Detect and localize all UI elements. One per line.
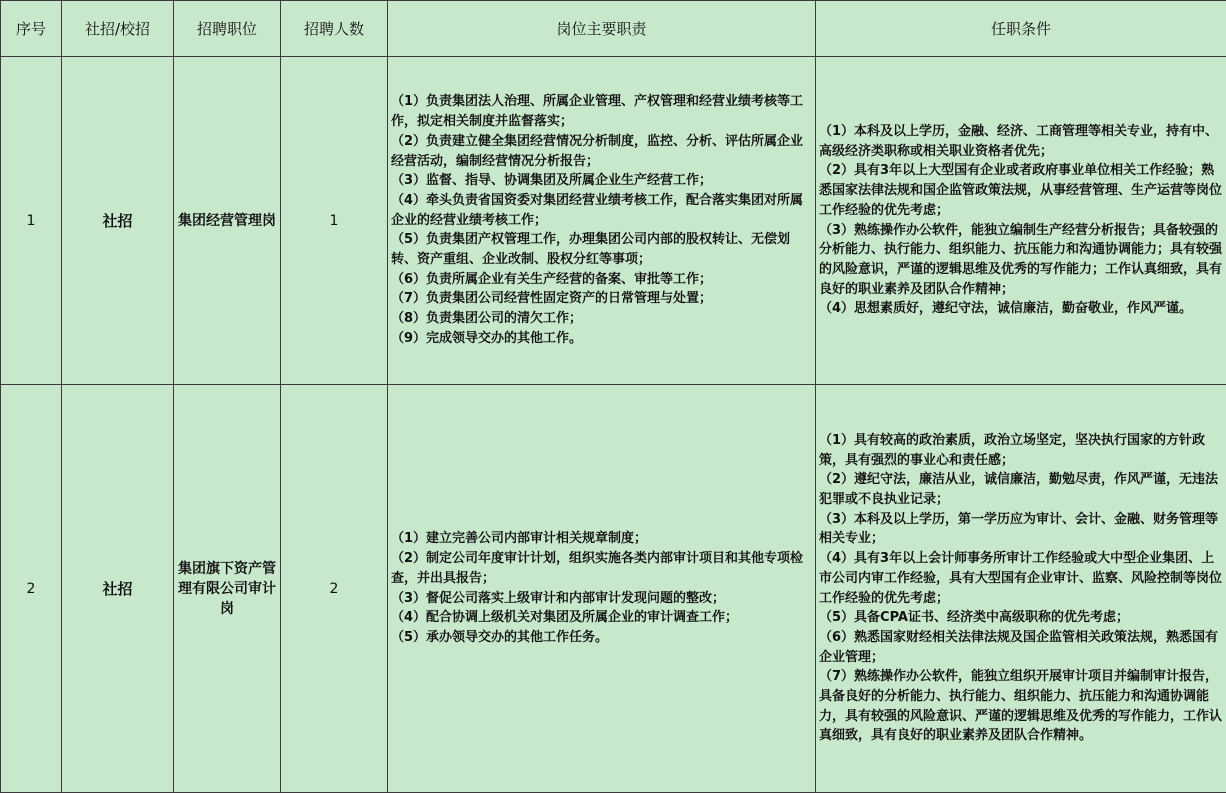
row-type: 社招 xyxy=(62,385,174,793)
duty-item: （1）负责集团法人治理、所属企业管理、产权管理和经营业绩考核等工作，拟定相关制度并监督落实； xyxy=(391,94,804,130)
duty-item: （8）负责集团公司的清欠工作； xyxy=(391,311,583,327)
requirement-item: （4）具有3年以上会计师事务所审计工作经验或大中型企业集团、上市公司内审工作经验，具有大型国有企业审计、监察、风险控制等岗位工作经验的优先考虑； xyxy=(819,551,1223,606)
duty-item: （3）督促公司落实上级审计和内部审计发现问题的整改； xyxy=(391,590,726,606)
row-type: 社招 xyxy=(62,57,174,385)
requirement-item: （3）本科及以上学历，第一学历应为审计、会计、金融、财务管理等相关专业； xyxy=(819,511,1219,547)
row-requirements xyxy=(816,385,1226,793)
duty-item: （4）牵头负责省国资委对集团经营业绩考核工作，配合落实集团对所属企业的经营业绩考核工作； xyxy=(391,192,804,228)
row-index: 1 xyxy=(1,57,62,385)
requirement-item: （3）熟练操作办公软件，能独立编制生产经营分析报告；具备较强的分析能力、执行能力、组织能力、抗压能力和沟通协调能力；具有较强的风险意识，严谨的逻辑思维及优秀的写作能力；工作认真细致，具有良好的职业素养及团队合作精神； xyxy=(819,222,1223,297)
duty-item: （1）建立完善公司内部审计相关规章制度； xyxy=(391,531,648,547)
requirement-item: （6）熟悉国家财经相关法律法规及国企监管相关政策法规，熟悉国有企业管理； xyxy=(819,629,1219,665)
requirement-item: （5）具备CPA证书、经济类中高级职称的优先考虑； xyxy=(819,610,1129,626)
header-duties: 岗位主要职责 xyxy=(388,1,816,57)
row-requirements xyxy=(816,57,1226,385)
duty-item: （7）负责集团公司经营性固定资产的日常管理与处置； xyxy=(391,291,713,307)
requirement-item: （1）本科及以上学历，金融、经济、工商管理等相关专业，持有中、高级经济类职称或相关职业资格者优先； xyxy=(819,123,1219,159)
row-count: 2 xyxy=(281,385,388,793)
duty-item: （9）完成领导交办的其他工作。 xyxy=(391,330,583,346)
duty-item: （2）制定公司年度审计计划，组织实施各类内部审计项目和其他专项检查，并出具报告； xyxy=(391,551,804,586)
header-requirements: 任职条件 xyxy=(816,1,1226,57)
header-position: 招聘职位 xyxy=(174,1,281,57)
header-index: 序号 xyxy=(1,1,62,57)
requirement-item: （2）具有3年以上大型国有企业或者政府事业单位相关工作经验；熟悉国家法律法规和国企监管政策法规，从事经营管理、生产运营等岗位工作经验的优先考虑； xyxy=(819,163,1223,218)
header-type: 社招/校招 xyxy=(62,1,174,57)
duty-item: （6）负责所属企业有关生产经营的备案、审批等工作； xyxy=(391,271,713,287)
row-index: 2 xyxy=(1,385,62,793)
duty-item: （3）监督、指导、协调集团及所属企业生产经营工作； xyxy=(391,173,713,189)
row-position: 集团经营管理岗 xyxy=(174,57,281,385)
row-duties xyxy=(388,385,816,793)
duty-item: （5）负责集团产权管理工作，办理集团公司内部的股权转让、无偿划转、资产重组、企业改制、股权分红等事项； xyxy=(391,232,791,268)
row-duties xyxy=(388,57,816,385)
requirement-item: （1）具有较高的政治素质，政治立场坚定，坚决执行国家的方针政策，具有强烈的事业心和责任感； xyxy=(819,432,1206,468)
header-row xyxy=(1,1,1226,57)
requirement-item: （7）熟练操作办公软件，能独立组织开展审计项目并编制审计报告，具备良好的分析能力、执行能力、组织能力、抗压能力和沟通协调能力，具有较强的风险意识、严谨的逻辑思维及优秀的写作能力，工作认真细致，具有良好的职业素养及团队合作精神。 xyxy=(819,669,1223,744)
header-count: 招聘人数 xyxy=(281,1,388,57)
table-row xyxy=(1,385,1226,793)
duty-item: （2）负责建立健全集团经营情况分析制度，监控、分析、评估所属企业经营活动，编制经营情况分析报告； xyxy=(391,133,804,169)
duty-item: （4）配合协调上级机关对集团及所属企业的审计调查工作； xyxy=(391,610,739,626)
row-position: 集团旗下资产管理有限公司审计岗 xyxy=(174,385,281,793)
requirement-item: （2）遵纪守法，廉洁从业，诚信廉洁，勤勉尽责，作风严谨，无违法犯罪或不良执业记录； xyxy=(819,472,1219,507)
requirement-item: （4）思想素质好，遵纪守法，诚信廉洁，勤奋敬业，作风严谨。 xyxy=(819,301,1193,317)
row-count: 1 xyxy=(281,57,388,385)
duty-item: （5）承办领导交办的其他工作任务。 xyxy=(391,629,609,645)
table-row xyxy=(1,57,1226,385)
